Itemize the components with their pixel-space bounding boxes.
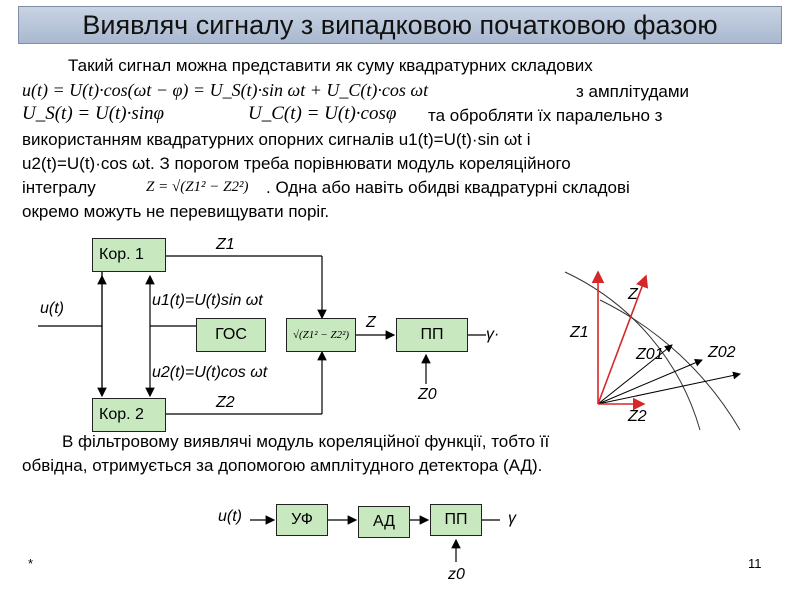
correlator-2-label: Кор. 2 — [99, 406, 144, 423]
z0-threshold-2-label: z0 — [448, 566, 465, 583]
para2-line2: обвідна, отримується за допомогою амплітудного детектора (АД). — [22, 456, 543, 475]
formula-signal: u(t) = U(t)·cos(ωt − φ) = U_S(t)·sin ωt + U_C(t)·cos ωt — [22, 80, 429, 100]
amplitude-detector-label: АД — [372, 513, 396, 530]
threshold-device-label: ПП — [420, 326, 444, 343]
sqrt-block — [286, 318, 356, 352]
correlator-1-box — [92, 238, 166, 272]
formula-z: Z = √(Z1² − Z2²) — [146, 179, 249, 195]
z-label: Z — [366, 314, 376, 331]
formula-us: U_S(t) = U(t)·sinφ — [22, 103, 165, 124]
reference-generator-box — [196, 318, 266, 352]
para1-line5: u2(t)=U(t)·cos ωt. З порогом треба порівнювати модуль кореляційного — [22, 154, 571, 173]
para1-line4: використанням квадратурних опорних сигналів u1(t)=U(t)·sin ωt і — [22, 130, 531, 149]
u2-label: u2(t)=U(t)cos ωt — [152, 364, 268, 381]
gamma-output-label: γ· — [486, 326, 500, 343]
threshold-device-2-box — [430, 504, 482, 536]
formula-uc: U_C(t) = U(t)·cosφ — [248, 103, 397, 124]
para1-line1: Такий сигнал можна представити як суму квадратурних складових — [68, 56, 593, 75]
vector-z-label: Z — [628, 286, 638, 303]
z1-label: Z1 — [216, 236, 235, 253]
vector-z1-label: Z1 — [570, 324, 589, 341]
matched-filter-box — [276, 504, 328, 536]
vector-z02-label: Z02 — [708, 344, 736, 361]
correlator-2-box — [92, 398, 166, 432]
threshold-device-box — [396, 318, 468, 352]
input-signal-2-label: u(t) — [218, 508, 242, 525]
para1-line7: окремо можуть не перевищувати поріг. — [22, 202, 330, 221]
gamma-output-2-label: γ — [508, 510, 516, 527]
input-signal-label: u(t) — [40, 300, 64, 317]
z2-label: Z2 — [216, 394, 235, 411]
page-number: 11 — [748, 556, 762, 571]
matched-filter-label: УФ — [291, 511, 313, 528]
para1-and-process: та обробляти їх паралельно з — [428, 106, 663, 125]
correlator-1-label: Кор. 1 — [99, 246, 144, 263]
para2-line1: В фільтровому виявлячі модуль кореляційної функції, тобто її — [62, 432, 550, 451]
footer-star: * — [28, 556, 34, 571]
z0-label: Z0 — [418, 386, 437, 403]
para1-with-amplitudes: з амплітудами — [576, 82, 690, 101]
threshold-device-2-label: ПП — [444, 511, 468, 528]
vector-z2-label: Z2 — [628, 408, 647, 425]
para1-line6-start: інтегралу — [22, 178, 96, 197]
amplitude-detector-box — [358, 506, 410, 538]
para1-line6-end: . Одна або навіть обидві квадратурні складові — [266, 178, 630, 197]
vector-z01-label: Z01 — [636, 346, 664, 363]
u1-label: u1(t)=U(t)sin ωt — [152, 292, 263, 309]
reference-generator-label: ГОС — [215, 326, 247, 343]
sqrt-block-label: √(Z1² − Z2²) — [292, 329, 350, 341]
slide-title: Виявляч сигналу з випадковою початковою фазою — [82, 9, 718, 40]
